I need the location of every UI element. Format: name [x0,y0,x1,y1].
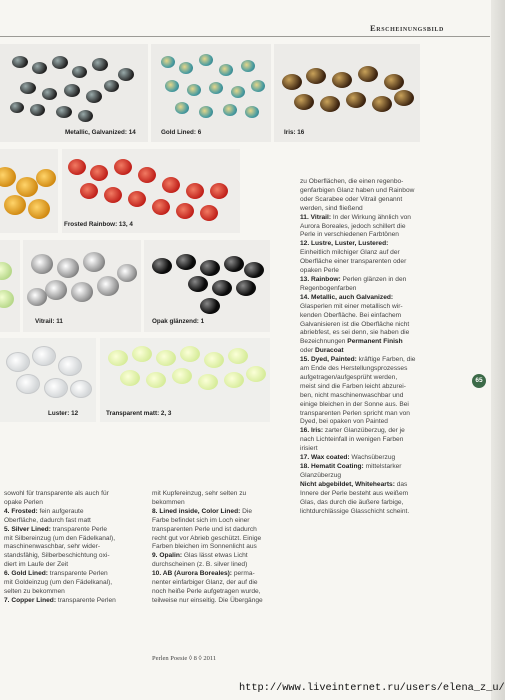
text-line [300,276,470,285]
line-text: nenter einfarbiger Glanz, der auf die [152,579,258,587]
term-label: 16. Iris: [300,427,324,435]
caption-gold-lined: Gold Lined: 6 [161,129,202,136]
text-line [152,508,297,517]
line-text: Bezeichnungen [300,338,348,346]
line-text: Einheitlich milchiger Glanz auf der [300,249,400,257]
line-text: Regenbogenfarben [300,284,357,292]
photo-yellow-beads [0,149,58,233]
line-text: transparenten Perle und ist dadurch [152,525,257,533]
text-line [152,597,297,606]
photo-iris-beads [274,44,420,142]
text-line [4,535,144,544]
text-line [300,418,470,427]
text-line [152,588,297,597]
line-text: fein aufgeraute [37,507,84,515]
text-line [300,303,470,312]
text-line [4,570,144,579]
text-line [300,223,470,232]
photo-opak-beads [144,240,270,332]
term-label: 14. Metallic, auch Galvanized: [300,293,394,301]
line-text: Wachsüberzug [349,454,396,462]
line-text: zu Oberflächen, die einen regenbo- [300,178,404,185]
text-line [300,410,470,419]
line-text: Glanzüberzug [300,471,342,479]
header-rule [0,36,490,37]
line-text: In der Wirkung ähnlich von [331,213,411,221]
text-line [152,561,297,570]
watermark-url: http://www.liveinternet.ru/users/elena_z_u/ [239,682,505,694]
text-line [300,258,470,267]
term-label: 12. Lustre, Luster, Lustered: [300,240,389,248]
line-text: lichtdurchlässige Glasschicht scheint. [300,507,410,515]
line-text: Die [240,507,253,515]
term-label: 15. Dyed, Painted: [300,356,357,364]
text-line [4,490,144,499]
text-line [4,508,144,517]
line-text: sowohl für transparente als auch für [4,490,109,497]
caption-transparent-matt: Transparent matt: 2, 3 [106,410,172,417]
line-text: Perle in verschiedenen Farbtönen [300,231,399,239]
text-line [4,597,144,606]
line-text: mit Goldeinzug (um den Fädelkanal), [4,579,113,587]
line-text: noch heiße Perle aufgetragen wurde, [152,587,261,595]
line-text: werden, sind fließend [300,204,363,212]
line-text: Farbe befindet sich im Loch einer [152,516,250,524]
line-text: Glas, das durch die äußere farbige, [300,498,404,506]
text-line [300,249,470,258]
term-label: 7. Copper Lined: [4,596,57,604]
text-line [300,347,470,356]
text-line [4,552,144,561]
term-label: 13. Rainbow: [300,275,341,283]
line-text: transparente Perlen [56,596,116,604]
text-line [300,214,470,223]
caption-frosted-rainbow: Frosted Rainbow: 13, 4 [64,221,133,228]
page-number-badge: 65 [472,374,486,388]
line-text: maschinenwaschbar, sehr wider- [4,543,101,551]
text-column-right [300,178,470,516]
line-text: recht gut vor Abrieb geschützt. Einige [152,534,262,542]
line-text: nach Lichteinfall in wenigen Farben [300,436,404,444]
line-text: perma- [232,570,255,578]
text-line [152,490,297,499]
text-line [300,196,470,205]
term-label: 8. Lined inside, Color Lined: [152,507,241,515]
text-line [300,481,470,490]
line-text: Glasperlen mit einer metallisch wir- [300,302,403,310]
line-text: mit Silbereinzug (um den Fädelkanal), [4,534,116,542]
line-text: mit Kupfereinzug, sehr selten zu [152,490,247,497]
text-line [4,561,144,570]
text-line [300,312,470,321]
caption-iris: Iris: 16 [284,129,305,136]
text-line [300,205,470,214]
caption-opak: Opak glänzend: 1 [152,318,205,325]
caption-vitrail: Vitrail: 11 [35,318,63,325]
text-line [300,499,470,508]
text-line [300,490,470,499]
text-line [300,267,470,276]
text-line [300,383,470,392]
line-text: standsfähig, Silberbeschichtung oxi- [4,552,110,560]
text-line [300,392,470,401]
text-line [300,445,470,454]
term-label: 11. Vitrail: [300,213,332,221]
photo-gold-lined-beads [151,44,271,142]
text-line [4,517,144,526]
term-label: Duracoat [315,347,344,355]
text-line [4,579,144,588]
text-line [300,231,470,240]
text-line [300,472,470,481]
line-text: durchscheinen (z. B. silver lined) [152,561,248,569]
term-label: 9. Opalin: [152,552,183,560]
term-label: 5. Silver Lined: [4,525,51,533]
line-text: transparente Perlen [47,570,108,578]
line-text: selten zu bekommen [4,587,65,595]
line-text: irisiert [300,445,318,453]
line-text: opake Perlen [4,498,43,506]
line-text: transparenten Perlen spricht man von [300,409,410,417]
text-line [300,321,470,330]
line-text: bekommen [152,498,185,506]
line-text: einige bleichen in der Sonne aus. Bei [300,400,409,408]
line-text: Farben bleichen im Sonnenlicht aus [152,543,257,551]
text-line [152,526,297,535]
line-text: opaken Perle [300,267,339,275]
line-text: Innere der Perle besteht aus weißem [300,489,409,497]
text-line [152,535,297,544]
line-text: zarter Glanzüberzug, der je [323,427,405,435]
text-line [152,543,297,552]
line-text: ben, nicht maschinenwaschbar und [300,391,404,399]
line-text: kräftige Farben, die [356,356,416,364]
text-line [4,543,144,552]
term-label: 18. Hematit Coating: [300,463,364,470]
text-line [152,570,297,579]
text-line [300,240,470,249]
line-text: kenden Oberfläche. Bei einfachem [300,311,402,319]
text-line [300,401,470,410]
term-label: 17. Wax coated: [300,454,350,462]
line-text: diert im Laufe der Zeit [4,561,69,569]
line-text: abriebfest, es sei denn, sie haben die [300,329,410,337]
line-text: Glas lässt etwas Licht [182,552,248,560]
text-line [152,499,297,508]
line-text: mittelstarker [363,463,402,470]
term-label: 6. Gold Lined: [4,570,48,578]
line-text: oder [300,347,316,355]
line-text: genfarbigen Glanz haben und Rainbow [300,186,415,194]
line-text: oder Scarabee oder Vitrail genannt [300,195,403,203]
text-line [300,436,470,445]
text-line [300,329,470,338]
photo-luster-beads [0,338,96,422]
caption-luster: Luster: 12 [48,410,79,417]
line-text: Oberfläche, dadurch fast matt [4,516,91,524]
photo-vitrail-left-edge [0,240,20,332]
text-line [300,338,470,347]
footer-magazine-issue: Perlen Poesie ◊ 8 ◊ 2011 [152,655,217,662]
caption-metallic: Metallic, Galvanized: 14 [65,129,136,136]
section-header: Erscheinungsbild [370,23,444,33]
text-line [300,294,470,303]
text-line [300,508,470,517]
line-text: das [394,480,408,488]
line-text: Galvanisieren ist die Oberfläche nicht [300,320,410,328]
text-line [4,526,144,535]
term-label: 4. Frosted: [4,507,38,515]
text-line [300,187,470,196]
term-label: Permanent Finish [347,338,403,346]
term-label: 10. AB (Aurora Boreales): [152,570,233,578]
text-line [300,285,470,294]
line-text: aufgetragen/aufgesprüht werden, [300,373,398,381]
line-text: Oberfläche einer transparenten oder [300,258,407,266]
photo-metallic-beads [0,44,148,142]
text-line [152,552,297,561]
text-line [300,463,470,472]
photo-frosted-rainbow-beads [62,149,240,233]
line-text: meist sind die Farben leicht abzurei- [300,382,406,390]
line-text: teilweise nur einseitig. Die Übergänge [152,596,263,604]
text-line [4,499,144,508]
line-text: Dyed, bei opaken von Painted [300,418,388,426]
photo-transparent-matt-beads [100,338,270,422]
text-line [4,588,144,597]
text-line [300,356,470,365]
photo-vitrail-beads [23,240,141,332]
line-text: Perlen glänzen in den [340,275,407,283]
line-text: Aurora Boreales, jedoch schillert die [300,222,406,230]
page-binding-shadow [491,0,505,700]
text-line [300,365,470,374]
text-line [300,178,470,187]
text-column-middle [152,490,297,606]
term-label: Nicht abgebildet, Whitehearts: [300,480,395,488]
text-line [300,427,470,436]
line-text: transparente Perle [50,525,107,533]
text-column-left [4,490,144,606]
text-line [300,454,470,463]
line-text: am Ende des Herstellungsprozesses [300,365,408,373]
text-line [300,374,470,383]
text-line [152,517,297,526]
text-line [152,579,297,588]
